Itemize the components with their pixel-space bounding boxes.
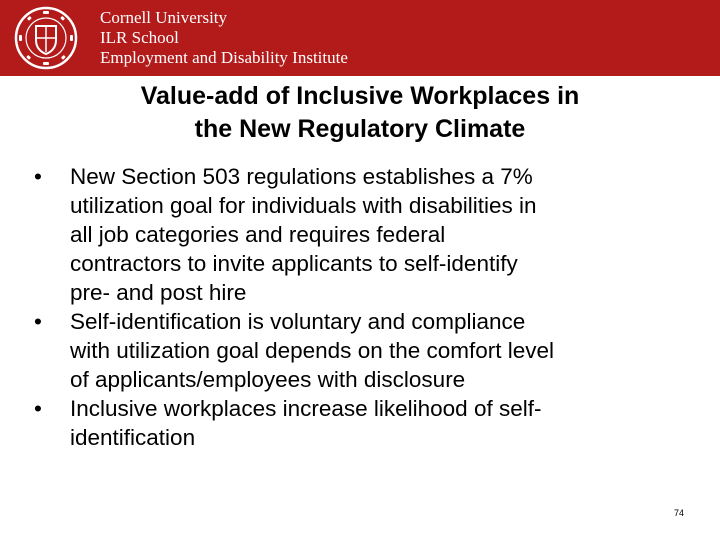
page-number: 74 [673, 508, 684, 518]
bullet-line: Inclusive workplaces increase likelihood of self- [70, 396, 542, 421]
slide-title-line: the New Regulatory Climate [194, 115, 526, 143]
bullet-marker: • [34, 309, 42, 334]
brand-university: Cornell University [100, 8, 228, 27]
bullet-line: identification [70, 425, 196, 450]
bullet-line: contractors to invite applicants to self-identify [70, 251, 518, 276]
bullet-line: Self-identification is voluntary and compliance [70, 309, 526, 334]
bullet-line: of applicants/employees with disclosure [70, 367, 466, 392]
bullet-marker: • [34, 164, 42, 189]
bullet-item [28, 307, 678, 394]
brand-school: ILR School [100, 28, 179, 47]
cornell-seal-icon [14, 6, 78, 70]
bullet-line: pre- and post hire [70, 280, 247, 305]
bullet-item [28, 394, 678, 452]
slide-title-line: Value-add of Inclusive Workplaces in [140, 82, 580, 110]
brand-block [100, 8, 348, 68]
bullet-marker: • [34, 396, 42, 421]
bullet-line: utilization goal for individuals with disabilities in [70, 193, 537, 218]
bullet-list [28, 162, 678, 452]
bullet-line: all job categories and requires federal [70, 222, 446, 247]
header-banner [0, 0, 720, 76]
bullet-line: with utilization goal depends on the comfort level [70, 338, 555, 363]
bullet-item [28, 162, 678, 307]
slide-title [20, 80, 700, 146]
brand-institute: Employment and Disability Institute [100, 48, 348, 67]
bullet-line: New Section 503 regulations establishes a 7% [70, 164, 533, 189]
